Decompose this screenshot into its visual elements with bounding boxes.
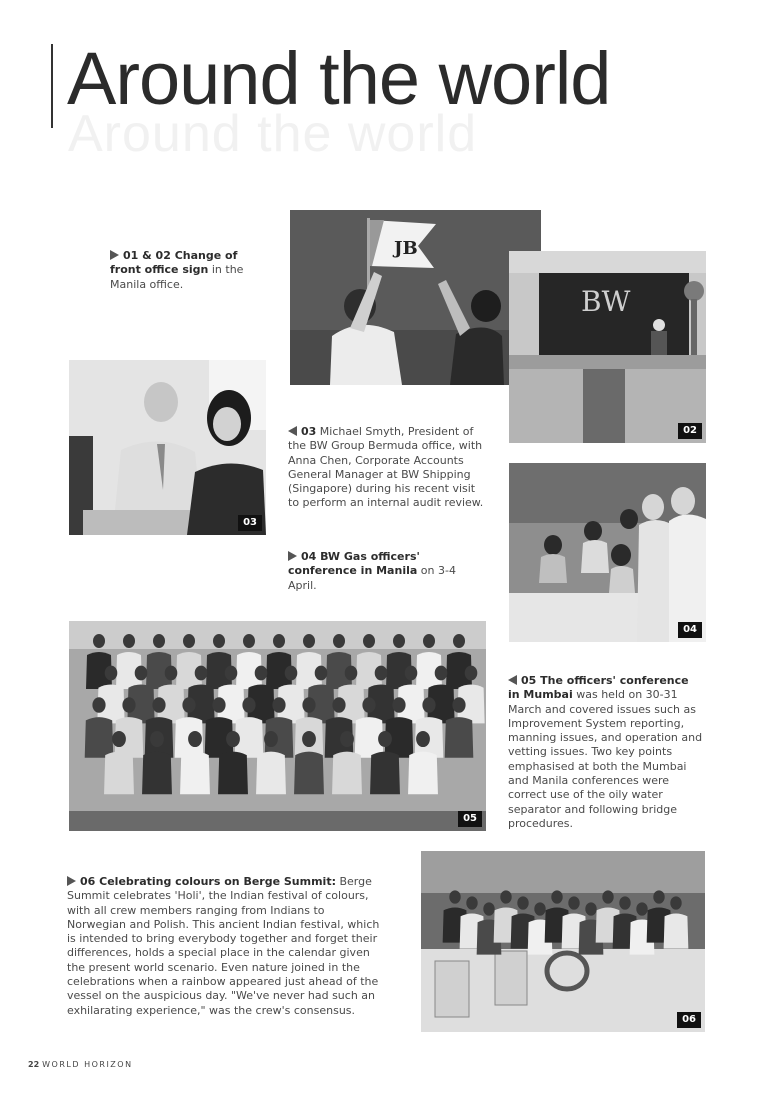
caption-01-02-title: 01 & 02 Change of front office sign xyxy=(110,249,238,277)
title-ghost-text: Around the world xyxy=(68,105,478,163)
caption-05 xyxy=(508,674,704,831)
caption-03 xyxy=(288,425,488,511)
sign-logo: BW xyxy=(581,285,631,318)
caption-04-text: on 3-4 April. xyxy=(288,564,456,592)
publication-name: WORLD HORIZON xyxy=(42,1060,133,1069)
photo-03-office-visit xyxy=(69,360,266,535)
photo-04-scene xyxy=(509,463,706,642)
pointer-left-icon xyxy=(508,675,517,685)
pointer-right-icon xyxy=(288,551,297,561)
page-footer xyxy=(28,1060,133,1069)
pointer-right-icon xyxy=(67,876,76,886)
photo-number-badge: 03 xyxy=(238,515,262,531)
photo-06-scene xyxy=(421,851,705,1032)
photo-04-manila-conference xyxy=(509,463,706,642)
page-number: 22 xyxy=(28,1060,40,1069)
photo-number-badge: 06 xyxy=(677,1012,701,1028)
caption-06 xyxy=(67,875,385,1018)
caption-04-title: 04 BW Gas officers' conference in Manila xyxy=(288,550,420,578)
photo-number-badge: 04 xyxy=(678,622,702,638)
photo-number-badge: 05 xyxy=(458,811,482,827)
photo-01-sign-change xyxy=(290,210,541,385)
photo-number-badge: 02 xyxy=(678,423,702,439)
photo-06-berge-summit-crew xyxy=(421,851,705,1032)
pointer-right-icon xyxy=(110,250,119,260)
photo-02-bw-reception xyxy=(509,251,706,443)
photo-05-scene xyxy=(69,621,486,831)
title-rule xyxy=(51,44,53,128)
caption-01-02-text: in the Manila office. xyxy=(110,263,244,291)
photo-02-scene xyxy=(509,251,706,443)
caption-05-title: 05 The officers' conference in Mumbai xyxy=(508,674,689,702)
caption-03-title: 03 xyxy=(301,425,317,438)
flag-logo: JB xyxy=(394,238,418,259)
caption-06-text: Berge Summit celebrates 'Holi', the Indian festival of colours, with all crew members ranging from Indians to Norwegian and Polish. This ancient Indian festival, which is intended to bring everybody together and forget their differences, holds a special place in the calendar given the present world scenario. Even nature joined in the celebrations when a rainbow appeared just ahead of the vessel on the auspicious day. "We've never had such an exhilarating experience," was the crew's consensus. xyxy=(67,875,380,1017)
caption-04 xyxy=(288,550,488,593)
pointer-left-icon xyxy=(288,426,297,436)
photo-01-scene xyxy=(290,210,541,385)
caption-06-title: 06 Celebrating colours on Berge Summit: xyxy=(80,875,336,888)
photo-03-scene xyxy=(69,360,266,535)
page-title: Around the world xyxy=(67,37,611,120)
caption-01-02 xyxy=(110,249,270,292)
caption-03-text: Michael Smyth, President of the BW Group Bermuda office, with Anna Chen, Corporate Accounts General Manager at BW Shipping (Singapore) during his recent visit to perform an internal audit review. xyxy=(288,425,484,510)
photo-05-mumbai-group xyxy=(69,621,486,831)
caption-05-text: was held on 30-31 March and covered issues such as Improvement System reporting, manning issues, and operation and vetting issues. Two key points emphasised at both the Mumbai and Manila conferences were correct use of the oily water separator and following bridge procedures. xyxy=(508,688,703,830)
